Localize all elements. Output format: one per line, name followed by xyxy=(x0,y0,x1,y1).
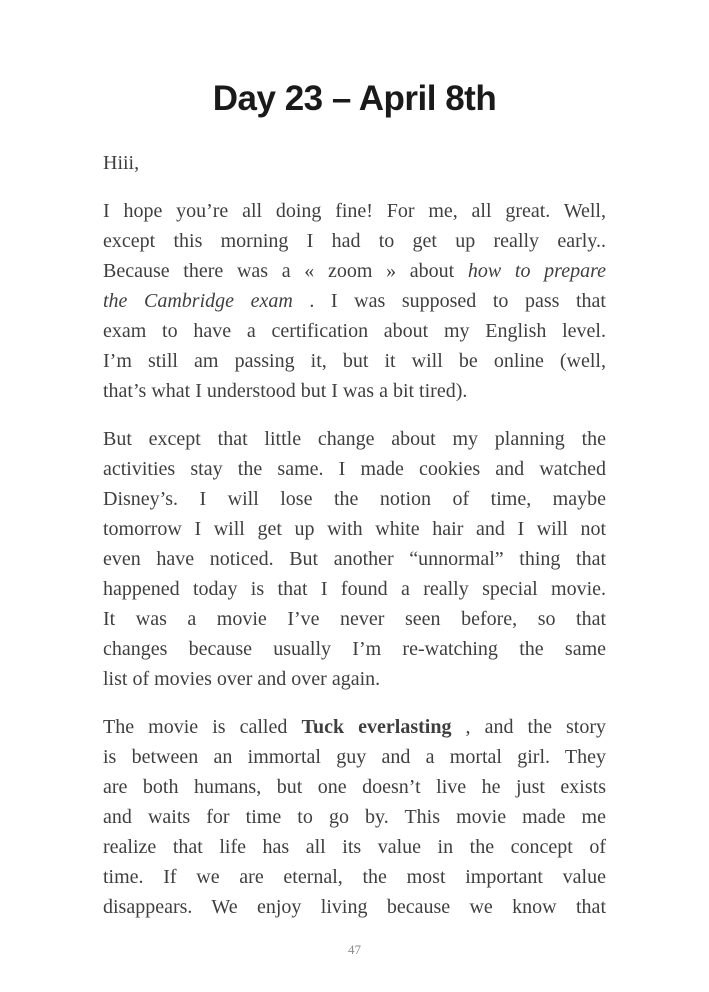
text-line xyxy=(103,772,606,802)
text-line xyxy=(103,604,606,634)
bold-text-run: Tuck everlasting xyxy=(301,716,452,738)
text-line xyxy=(103,862,606,892)
page-title: Day 23 – April 8th xyxy=(212,79,497,118)
text-line xyxy=(103,376,606,406)
text-line xyxy=(103,484,606,514)
text-run: , and the story xyxy=(451,716,607,738)
page-number: 47 xyxy=(348,942,361,957)
text-run: But except that little change about my planning the xyxy=(103,428,606,450)
text-line xyxy=(103,196,606,226)
text-run: changes because usually I’m re-watching the same xyxy=(103,638,606,660)
text-line xyxy=(103,742,606,772)
text-run: that’s what I understood but I was a bit tired). xyxy=(103,380,468,402)
text-run: is between an immortal guy and a mortal girl. They xyxy=(103,746,606,768)
text-line xyxy=(103,226,606,256)
text-line xyxy=(103,574,606,604)
text-run: realize that life has all its value in the concept of xyxy=(103,836,606,858)
text-line xyxy=(103,802,606,832)
text-run: even have noticed. But another “unnormal” thing that xyxy=(103,548,606,570)
text-run: except this morning I had to get up really early.. xyxy=(103,230,606,252)
greeting-line: Hiii, xyxy=(103,152,140,174)
text-run: Because there was a « zoom » about xyxy=(103,260,468,282)
paragraph xyxy=(103,424,606,694)
italic-text-run: the Cambridge exam xyxy=(103,290,293,312)
paragraph xyxy=(103,196,606,406)
text-line xyxy=(103,514,606,544)
text-line xyxy=(103,424,606,454)
text-run: list of movies over and over again. xyxy=(103,668,381,690)
text-run: exam to have a certification about my English level. xyxy=(103,320,606,342)
text-line xyxy=(103,712,606,742)
italic-text-run: how to prepare xyxy=(467,260,607,282)
text-line xyxy=(103,634,606,664)
text-run: . I was supposed to pass that xyxy=(292,290,606,312)
text-line xyxy=(103,256,606,286)
text-run: The movie is called xyxy=(103,716,302,738)
document-body xyxy=(103,148,606,922)
text-line xyxy=(103,346,606,376)
text-line xyxy=(103,544,606,574)
text-run: I hope you’re all doing fine! For me, all great. Well, xyxy=(103,200,606,222)
text-run: time. If we are eternal, the most important value xyxy=(103,866,606,888)
text-line xyxy=(103,664,606,694)
text-run: are both humans, but one doesn’t live he just exists xyxy=(103,776,606,798)
text-line xyxy=(103,892,606,922)
text-line xyxy=(103,316,606,346)
text-run: and waits for time to go by. This movie made me xyxy=(103,806,606,828)
text-run: activities stay the same. I made cookies and watched xyxy=(103,458,606,480)
text-run: happened today is that I found a really special movie. xyxy=(103,578,606,600)
paragraph-container xyxy=(103,196,606,922)
text-run: tomorrow I will get up with white hair and I will not xyxy=(103,518,606,540)
text-run: It was a movie I’ve never seen before, so that xyxy=(103,608,606,630)
text-line xyxy=(103,286,606,316)
text-line xyxy=(103,454,606,484)
text-run: Disney’s. I will lose the notion of time, maybe xyxy=(103,488,606,510)
text-run: disappears. We enjoy living because we know that xyxy=(103,896,606,918)
paragraph xyxy=(103,712,606,922)
text-line xyxy=(103,832,606,862)
text-run: I’m still am passing it, but it will be online (well, xyxy=(103,350,606,372)
